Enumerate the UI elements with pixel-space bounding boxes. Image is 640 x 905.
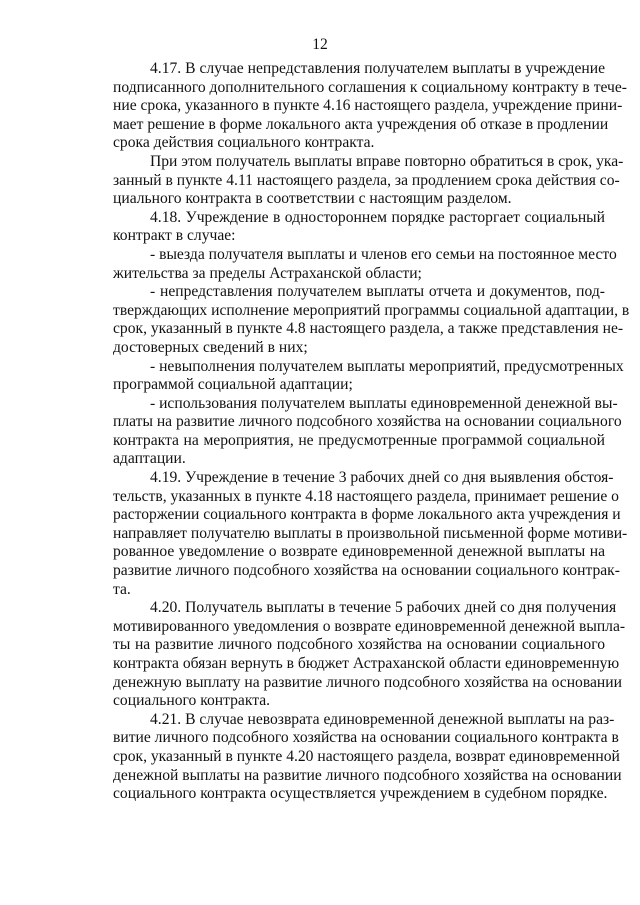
paragraph-p4-17-note xyxy=(113,152,624,209)
text-line: 4.19. Учреждение в течение 3 рабочих дней со дня выявления обстоя- xyxy=(150,469,614,487)
paragraph-p4-21 xyxy=(113,710,622,804)
text-line: направляет получателю выплаты в произвольной письменной форме мотиви- xyxy=(113,524,628,542)
text-line: рованное уведомление о возврате единовременной денежной выплаты на xyxy=(113,543,605,561)
text-line: ты на развитие личного подсобного хозяйства на основании социального xyxy=(113,636,605,654)
paragraph-p4-20 xyxy=(113,599,626,711)
text-line: витие личного подсобного хозяйства на основании социального контракта в xyxy=(113,729,619,747)
paragraph-p4-18-a xyxy=(113,245,617,283)
text-line: - невыполнения получателем выплаты мероприятий, предусмотренных xyxy=(150,357,624,375)
text-line: денежную выплату на развитие личного подсобного хозяйства на основании xyxy=(113,673,622,691)
paragraph-p4-18-d xyxy=(113,394,622,469)
text-line: При этом получатель выплаты вправе повторно обратиться в срок, ука- xyxy=(150,152,624,170)
text-line: тверждающих исполнение мероприятий программы социальной адаптации, в xyxy=(113,301,630,319)
text-line: мотивированного уведомления о возврате единовременной денежной выпла- xyxy=(113,617,626,635)
paragraph-p4-18-c xyxy=(113,357,624,395)
text-line: ние срока, указанного в пункте 4.16 настоящего раздела, учреждение прини- xyxy=(113,97,623,115)
text-line: занный в пункте 4.11 настоящего раздела, за продлением срока действия со- xyxy=(113,171,620,189)
text-line: адаптации. xyxy=(113,450,186,468)
text-line: расторжении социального контракта в форме локального акта учреждения и xyxy=(113,506,621,524)
text-line: - использования получателем выплаты единовременной денежной вы- xyxy=(150,394,618,412)
text-line: мает решение в форме локального акта учреждения об отказе в продлении xyxy=(113,115,609,133)
text-line: 4.18. Учреждение в одностороннем порядке расторгает социальный xyxy=(150,208,605,226)
text-line: подписанного дополнительного соглашения к социальному контракту в тече- xyxy=(113,78,627,96)
page-number: 12 xyxy=(312,36,328,53)
text-line: тельств, указанных в пункте 4.18 настоящего раздела, принимает решение о xyxy=(113,487,619,505)
text-line: срок, указанный в пункте 4.20 настоящего раздела, возврат единовременной xyxy=(113,747,620,765)
text-line: - непредставления получателем выплаты отчета и документов, под- xyxy=(150,283,605,301)
text-line: контракт в случае: xyxy=(113,227,236,245)
text-line: 4.17. В случае непредставления получателем выплаты в учреждение xyxy=(150,60,605,77)
document-body xyxy=(113,60,630,804)
text-line: денежной выплаты на развитие личного подсобного хозяйства на основании xyxy=(113,766,622,784)
text-line: социального контракта осуществляется учреждением в судебном порядке. xyxy=(113,785,608,803)
paragraph-p4-18-b xyxy=(113,283,630,357)
text-line: 4.20. Получатель выплаты в течение 5 рабочих дней со дня получения xyxy=(150,599,617,617)
text-line: срока действия социального контракта. xyxy=(113,134,375,152)
paragraph-p4-17 xyxy=(113,60,627,153)
text-line: срок, указанный в пункте 4.8 настоящего раздела, а также представления не- xyxy=(113,320,624,338)
text-line: 4.21. В случае невозврата единовременной денежной выплаты на раз- xyxy=(150,710,615,728)
text-line: жительства за пределы Астраханской области; xyxy=(113,264,422,282)
text-line: платы на развитие личного подсобного хозяйства на основании социального xyxy=(113,413,622,431)
text-line: контракта на мероприятия, не предусмотренные программой социальной xyxy=(113,431,605,449)
text-line: социального контракта. xyxy=(113,692,271,710)
text-line: развитие личного подсобного хозяйства на основании социального контрак- xyxy=(113,562,620,580)
paragraph-p4-18 xyxy=(113,209,605,246)
text-line: программой социальной адаптации; xyxy=(113,376,353,394)
text-line: достоверных сведений в них; xyxy=(113,338,308,356)
text-line: та. xyxy=(113,580,131,598)
paragraph-p4-19 xyxy=(113,469,628,599)
text-line: контракта обязан вернуть в бюджет Астраханской области единовременную xyxy=(113,655,620,672)
text-line: - выезда получателя выплаты и членов его семьи на постоянное место xyxy=(150,245,617,263)
text-line: циального контракта в соответствии с настоящим разделом. xyxy=(113,190,512,208)
